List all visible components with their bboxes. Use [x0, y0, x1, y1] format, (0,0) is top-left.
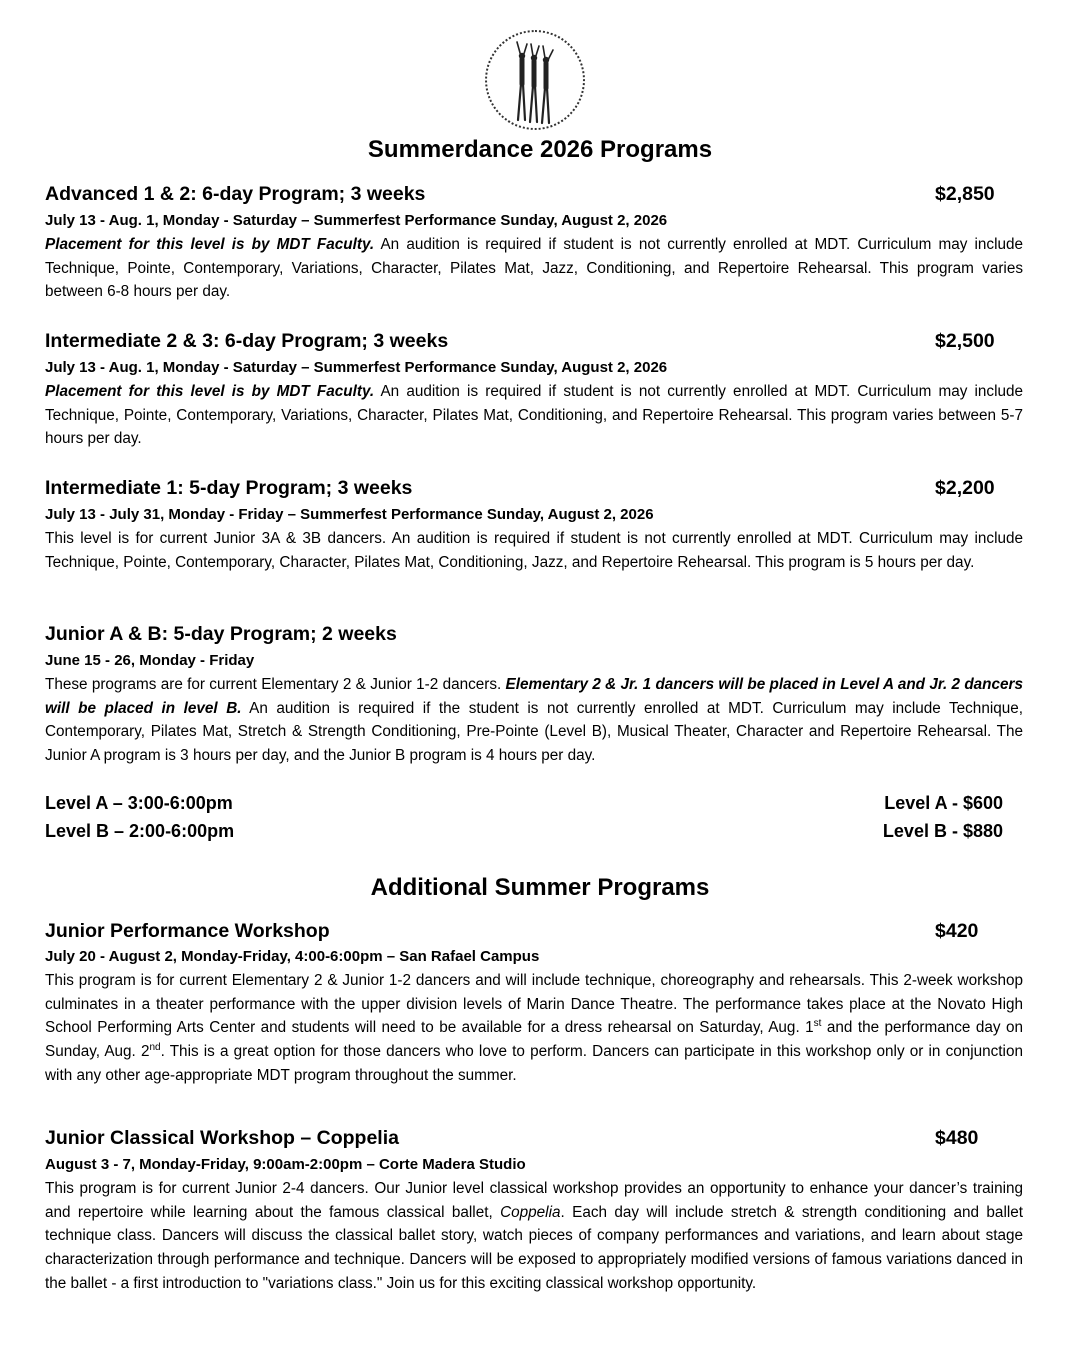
program-price: $2,850 [935, 183, 995, 205]
page-title: Summerdance 2026 Programs [367, 136, 713, 163]
program-description [45, 380, 1023, 451]
program-dates: July 13 - July 31, Monday - Friday – Summerfest Performance Sunday, August 2, 2026 [45, 506, 654, 523]
program-price: $480 [935, 1127, 979, 1149]
description-text: and the performance day on Sunday, Aug. 2 [45, 1019, 1023, 1061]
level-b-time: Level B – 2:00-6:00pm [45, 821, 235, 841]
program-description [45, 1177, 1023, 1296]
program-price: $420 [935, 920, 979, 942]
program-name: Junior Performance Workshop [45, 920, 330, 942]
program-header [45, 623, 1025, 649]
program-name: Intermediate 2 & 3: 6-day Program; 3 weeks [45, 330, 449, 352]
description-text: These programs are for current Elementary 2 & Junior 1-2 dancers. [45, 676, 506, 693]
program-name: Junior Classical Workshop – Coppelia [45, 1127, 399, 1149]
program-name: Junior A & B: 5-day Program; 2 weeks [45, 623, 397, 645]
program-dates: August 3 - 7, Monday-Friday, 9:00am-2:00pm – Corte Madera Studio [45, 1156, 526, 1173]
ballet-title: Coppelia [500, 1203, 561, 1221]
program-name: Advanced 1 & 2: 6-day Program; 3 weeks [45, 183, 426, 205]
description-text: This program is for current Junior 2-4 dancers. Our Junior level classical workshop provides an opportunity to enhance your dancer’s training and repertoire while learning about the famous classical ballet, [45, 1180, 1023, 1221]
description-text: . Each day will include stretch & strength conditioning and ballet technique class. Dancers will discuss the classical ballet story, watch pieces of company performances and variations, and learn about stage characterization through performance and technique. Dancers will be exposed to appropriately modified versions of famous variations danced in the ballet - a first introduction to "variations class." Join us for this exciting classical workshop opportunity. [45, 1203, 1023, 1292]
level-a-price: Level A - $600 [884, 793, 1003, 813]
program-dates: July 20 - August 2, Monday-Friday, 4:00-6:00pm – San Rafael Campus [45, 948, 540, 965]
program-header [45, 920, 1025, 946]
placement-note: Placement for this level is by MDT Faculty. [45, 236, 375, 253]
dancers-logo-icon [487, 32, 583, 128]
program-header [45, 477, 1025, 503]
description-text: . This is a great option for those dancers who love to perform. Dancers can participate in this workshop only or in conjunction with any other age-appropriate MDT program throughout the summer. [45, 1043, 1023, 1084]
level-b-price: Level B - $880 [882, 821, 1003, 841]
placement-note: Placement for this level is by MDT Faculty. [45, 383, 375, 400]
level-a-time: Level A – 3:00-6:00pm [45, 793, 233, 813]
program-description [45, 233, 1023, 304]
ordinal-suffix: nd [149, 1042, 161, 1054]
program-dates: July 13 - Aug. 1, Monday - Saturday – Summerfest Performance Sunday, August 2, 2026 [45, 212, 668, 229]
program-description [45, 673, 1023, 768]
level-placement-note: Elementary 2 & Jr. 1 dancers will be placed in Level A and Jr. 2 dancers will be placed in level B. [45, 676, 1023, 717]
level-a-row [45, 793, 1003, 819]
level-b-row [45, 821, 1003, 847]
program-price: $2,200 [935, 477, 995, 499]
description-text: An audition is required if student is not currently enrolled at MDT. Curriculum may include Technique, Pointe, Contemporary, Variations, Character, Pilates Mat, Jazz, Conditioning, and Repertoire Rehearsal. This program varies between 6-8 hours per day. [45, 236, 1023, 301]
program-dates: July 13 - Aug. 1, Monday - Saturday – Summerfest Performance Sunday, August 2, 2026 [45, 359, 668, 376]
program-dates: June 15 - 26, Monday - Friday [45, 652, 255, 669]
description-text: An audition is required if the student is not currently enrolled at MDT. Curriculum may include Technique, Contemporary, Pilates Mat, Stretch & Strength Conditioning, Pre-Pointe (Level B), Musical Theater, Character and Repertoire Rehearsal. The Junior A program is 3 hours per day, and the Junior B program is 4 hours per day. [45, 699, 1023, 765]
program-description [45, 969, 1023, 1088]
program-header [45, 330, 1025, 356]
program-price: $2,500 [935, 330, 995, 352]
description-text: An audition is required if student is not currently enrolled at MDT. Curriculum may include Technique, Pointe, Contemporary, Variations, Character, Pilates Mat, Conditioning, and Repertoire Rehearsal. This program varies between 5-7 hours per day. [45, 383, 1023, 448]
program-header [45, 183, 1025, 209]
description-text: This program is for current Elementary 2 & Junior 1-2 dancers and will include technique, choreography and rehearsals. This 2-week workshop culminates in a theater performance with the upper division levels of Marin Dance Theatre. The performance takes place at the Novato High School Performing Arts Center and students will need to be available for a dress rehearsal on Saturday, Aug. 1 [45, 972, 1023, 1037]
additional-programs-title: Additional Summer Programs [370, 874, 710, 901]
ordinal-suffix: st [813, 1018, 822, 1030]
program-description: This level is for current Junior 3A & 3B dancers. An audition is required if student is not currently enrolled at MDT. Curriculum may include Technique, Pointe, Contemporary, Character, Pilates Mat, Conditioning, Jazz, and Repertoire Rehearsal. This program is 5 hours per day. [45, 530, 1023, 571]
dancers-logo [485, 30, 585, 130]
program-name: Intermediate 1: 5-day Program; 3 weeks [45, 477, 413, 499]
program-header [45, 1127, 1025, 1153]
